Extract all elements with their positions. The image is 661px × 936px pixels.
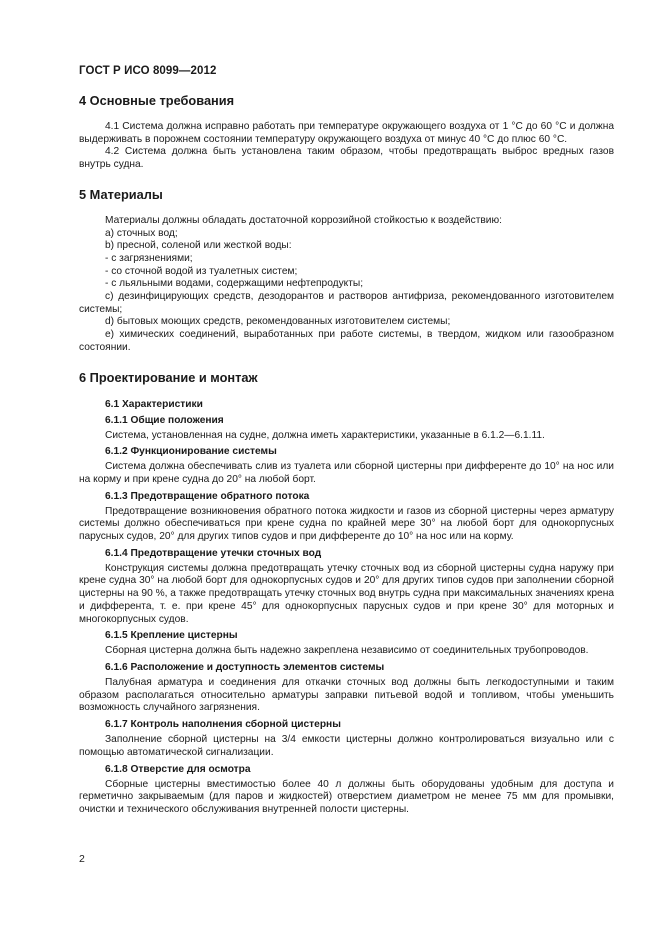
paragraph-4-1: 4.1 Система должна исправно работать при температуре окружающего воздуха от 1 °С до 60 °С и должна выдерживать в порожнем состоянии температуру окружающего воздуха от минус 40 °С до плюс 60 °С. <box>79 121 614 145</box>
materials-item-b-3: - с льяльными водами, содержащими нефтепродукты; <box>105 278 364 290</box>
paragraph-6-1-4: Конструкция системы должна предотвращать утечку сточных вод из сборной цистерны судна наружу при крене судна 30° на любой борт для однокорпусных судов и 20° для других типов судов при заполнении сборной цистерны на 90 %, а также предотвращать утечку сточных вод внутрь судна при максимальных значениях крена и дифферента, т. е. при крене 45° для однокорпусных парусных судов и при крене 30° для моторных и многокорпусных судов. <box>79 562 614 625</box>
materials-item-e: е) химических соединений, выработанных при работе системы, в твердом, жидком или газообразном состоянии. <box>79 329 614 353</box>
subsection-6-1-4-title: 6.1.4 Предотвращение утечки сточных вод <box>105 547 322 559</box>
paragraph-6-1-5: Сборная цистерна должна быть надежно закреплена независимо от соединительных трубопроводов. <box>105 645 589 657</box>
paragraph-6-1-2: Система должна обеспечивать слив из туалета или сборной цистерны при дифференте до 10° на нос или на корму и при крене судна до 20° на любой борт. <box>79 461 614 485</box>
document-body <box>79 93 614 817</box>
materials-intro: Материалы должны обладать достаточной коррозийной стойкостью к воздействию: <box>105 214 502 226</box>
paragraph-6-1-7: Заполнение сборной цистерны на 3/4 емкости цистерны должно контролироваться визуально или с помощью автоматической сигнализации. <box>79 734 614 758</box>
subsection-6-1-title: 6.1 Характеристики <box>105 398 203 410</box>
materials-item-a: а) сточных вод; <box>105 227 178 239</box>
paragraph-6-1-6: Палубная арматура и соединения для откачки сточных вод должны быть легкодоступными и таким образом располагаться относительно арматуры заправки питьевой водой и топливом, чтобы уменьшить возможность случайного загрязнения. <box>79 676 614 714</box>
section-4-title: 4 Основные требования <box>79 93 235 108</box>
paragraph-6-1-8: Сборные цистерны вместимостью более 40 л должны быть оборудованы удобным для доступа и герметично закрываемым (для паров и жидкостей) отверстием диаметром не менее 75 мм для промывки, очистки и технического обслуживания внутренней полости цистерны. <box>79 778 614 815</box>
materials-item-b-1: - с загрязнениями; <box>105 252 193 264</box>
subsection-6-1-6-title: 6.1.6 Расположение и доступность элементов системы <box>105 661 385 673</box>
paragraph-4-2: 4.2 Система должна быть установлена таким образом, чтобы предотвращать выброс вредных газов внутрь судна. <box>79 146 614 171</box>
materials-item-c: c) дезинфицирующих средств, дезодорантов и растворов антифриза, рекомендованного изготовителем системы; <box>79 291 614 315</box>
subsection-6-1-7-title: 6.1.7 Контроль наполнения сборной цистерны <box>105 719 341 731</box>
materials-item-b-2: - со сточной водой из туалетных систем; <box>105 265 298 277</box>
subsection-6-1-5-title: 6.1.5 Крепление цистерны <box>105 630 238 642</box>
subsection-6-1-8-title: 6.1.8 Отверстие для осмотра <box>105 763 251 775</box>
materials-item-d: d) бытовых моющих средств, рекомендованных изготовителем системы; <box>105 316 451 328</box>
section-6-title: 6 Проектирование и монтаж <box>79 369 258 385</box>
paragraph-6-1-3: Предотвращение возникновения обратного потока жидкости и газов из сборной цистерны через арматуру системы должно обеспечиваться при крене судна по крайней мере 30° на любой борт для однокорпусных парусных судов, 20° для других типов судов и при дифференте до 10° на нос или на корму. <box>79 505 614 543</box>
subsection-6-1-3-title: 6.1.3 Предотвращение обратного потока <box>105 490 310 502</box>
document-header: ГОСТ Р ИСО 8099—2012 <box>79 65 217 77</box>
subsection-6-1-1-title: 6.1.1 Общие положения <box>105 414 224 426</box>
subsection-6-1-2-title: 6.1.2 Функционирование системы <box>105 446 277 458</box>
paragraph-6-1-1: Система, установленная на судне, должна иметь характеристики, указанные в 6.1.2—6.1.11. <box>105 429 545 441</box>
section-5-title: 5 Материалы <box>79 186 163 202</box>
materials-item-b: b) пресной, соленой или жесткой воды: <box>105 240 292 252</box>
page-number: 2 <box>79 853 85 865</box>
